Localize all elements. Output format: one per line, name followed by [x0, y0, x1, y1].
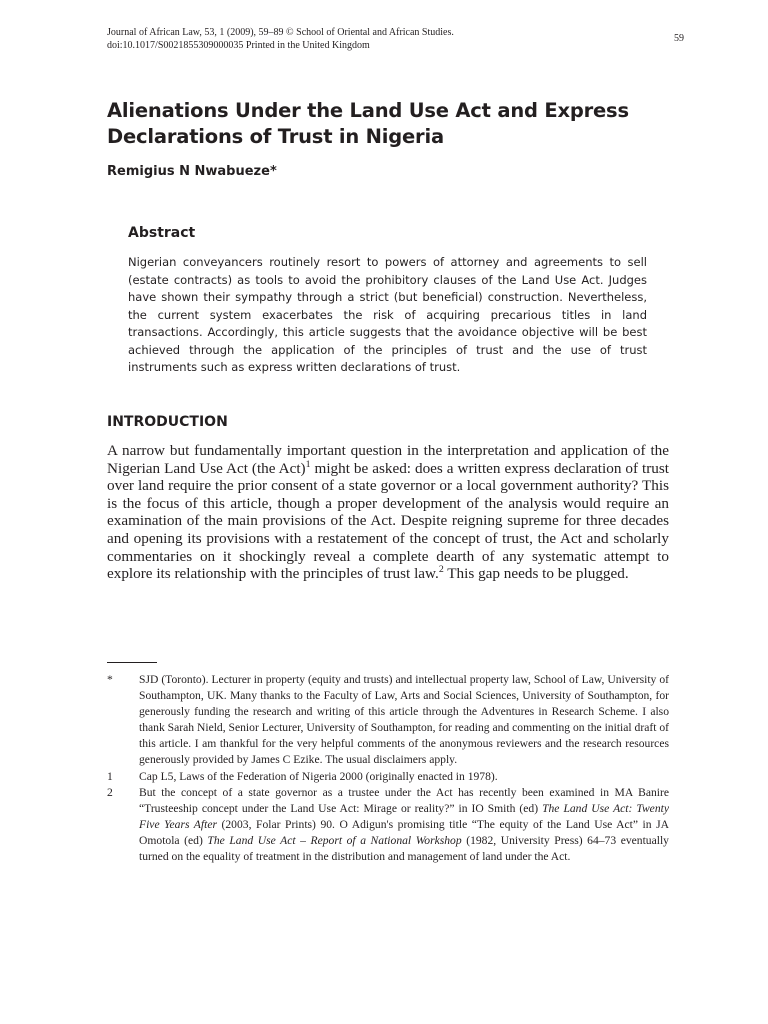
footnote-mark: 1	[107, 769, 113, 783]
footnote-text-part-1: But the concept of a state governor as a trustee under the Act has recently been examined in MA Banire “Trusteeship concept under the Land Use Act: Mirage or reality?” in IO Smith (ed)	[139, 785, 669, 815]
abstract-text: Nigerian conveyancers routinely resort to powers of attorney and agreements to sell (estate contracts) as tools to avoid the prohibitory clauses of the Land Use Act. Judges have shown their sympathy through a strict (but beneficial) construction. Nevertheless, the current system exacerbates the risk of acquiring precarious titles in land transactions. Accordingly, this article suggests that the avoidance objective will be best achieved through the application of the principles of trust and the use of trust instruments such as express written declarations of trust.	[128, 255, 647, 374]
doi-line: doi:10.1017/S0021855309000035 Printed in the United Kingdom	[107, 40, 370, 51]
introduction-heading: INTRODUCTION	[107, 414, 228, 430]
footnote-text: SJD (Toronto). Lecturer in property (equity and trusts) and intellectual property law, School of Law, University of Southampton, UK. Many thanks to the Faculty of Law, Arts and Social Sciences, University of Southampton, for generously funding the research and writing of this article through the Adventures in Research Scheme. I also thank Sarah Nield, Senior Lecturer, University of Southampton, for reading and commenting on the initial draft of this article. I am thankful for the very helpful comments of the anonymous reviewers and the research resources generously provided by James C Ezike. The usual disclaimers apply.	[139, 673, 669, 767]
introduction-paragraph	[107, 442, 669, 583]
footnote-ref-1[interactable]: 1	[305, 458, 311, 470]
article-title: Alienations Under the Land Use Act and Express Declarations of Trust in Nigeria	[107, 99, 629, 148]
footnote-mark: *	[107, 673, 113, 686]
footnote-text-part-3: (1982, University Press) 64–73 eventually turned on the equality of treatment in the distribution and management of land under the Act.	[139, 833, 669, 864]
page-number: 59	[674, 33, 684, 44]
footnote-ref-2[interactable]: 2	[438, 564, 444, 576]
author-name: Remigius N Nwabueze*	[107, 164, 277, 179]
intro-text-part-1: A narrow but fundamentally important question in the interpretation and application of the Nigerian Land Use Act (the Act)	[107, 442, 669, 477]
cited-book-title: The Land Use Act: Twenty Five Years After	[139, 801, 669, 831]
abstract-heading: Abstract	[128, 225, 196, 241]
footnote-author	[107, 672, 669, 769]
footnote-2	[107, 785, 669, 865]
intro-text-part-3: This gap needs to be plugged.	[443, 565, 629, 583]
footnote-divider	[107, 662, 157, 663]
running-head	[107, 26, 627, 52]
footnotes	[107, 672, 669, 865]
journal-citation: Journal of African Law, 53, 1 (2009), 59–89 © School of Oriental and African Studies.	[107, 27, 454, 38]
footnote-1	[107, 769, 669, 785]
footnote-text-part-2: (2003, Folar Prints) 90. O Adigun's promising title “The equity of the Land Use Act” in JA Omotola (ed)	[139, 817, 669, 847]
cited-book-title: The Land Use Act – Report of a National Workshop	[207, 833, 462, 847]
footnote-mark: 2	[107, 785, 113, 799]
footnote-text: Cap L5, Laws of the Federation of Nigeria 2000 (originally enacted in 1978).	[139, 769, 498, 783]
intro-text-part-2: might be asked: does a written express declaration of trust over land require the prior consent of a state governor or a local government authority? This is the focus of this article, though a proper development of the analysis would require an examination of the main provisions of the Act. Despite reigning supreme for three decades and opening its provisions with a restatement of the concept of trust, the Act and scholarly commentaries on it shockingly reveal a complete dearth of any systematic attempt to explore its relationship with the principles of trust law.	[107, 459, 670, 583]
